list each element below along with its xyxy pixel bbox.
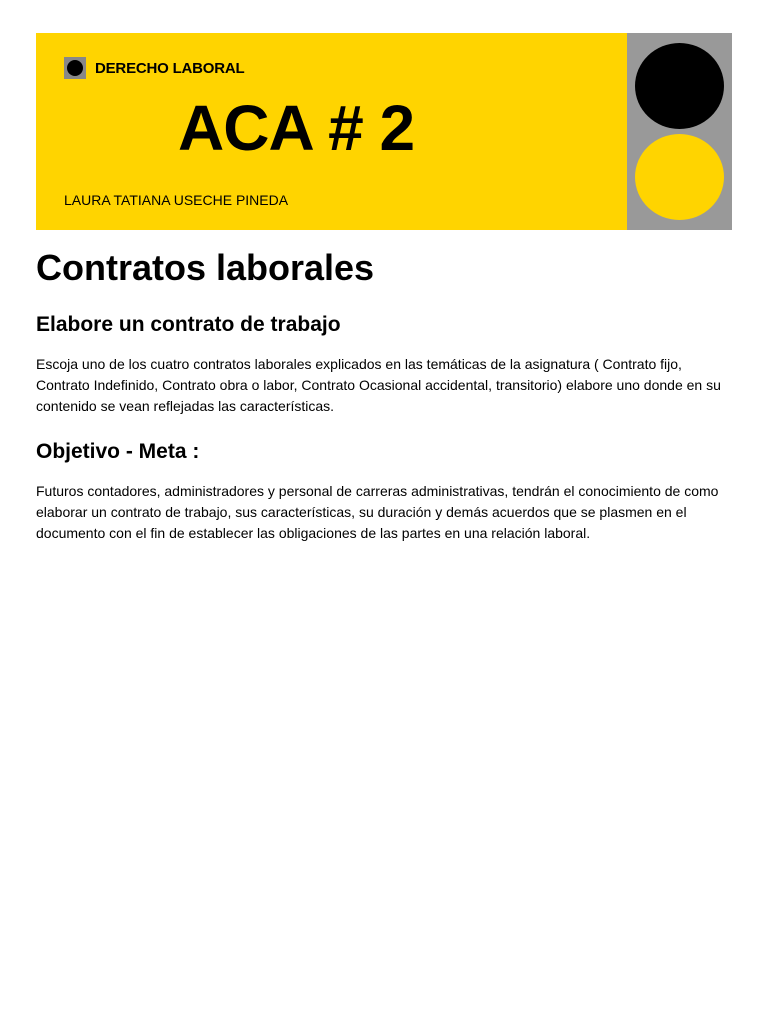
subject-row <box>64 57 245 79</box>
black-circle-icon <box>64 57 86 79</box>
subject-label: DERECHO LABORAL <box>95 59 245 77</box>
document-title: ACA # 2 <box>178 92 415 164</box>
section-paragraph-task: Escoja uno de los cuatro contratos laborales explicados en las temáticas de la asignatura ( Contrato fijo, Contrato Indefinido, Contrato obra o labor, Contrato Ocasional accidental, transitorio) elabore uno donde en su contenido se vean reflejadas las características. <box>36 356 721 414</box>
author-name: LAURA TATIANA USECHE PINEDA <box>64 192 289 208</box>
black-circle-decoration <box>635 43 724 129</box>
document-body <box>36 246 736 558</box>
page-title: Contratos laborales <box>36 247 375 288</box>
section-paragraph-objective: Futuros contadores, administradores y personal de carreras administrativas, tendrán el conocimiento de como elaborar un contrato de trabajo, sus características, su duración y demás acuerdos que se plasmen en el documento con el fin de establecer las obligaciones de las partes en una relación laboral. <box>36 483 719 541</box>
section-heading-objective: Objetivo - Meta : <box>36 440 200 463</box>
banner-side-panel <box>627 33 732 230</box>
title-banner <box>36 33 732 230</box>
section-heading-task: Elabore un contrato de trabajo <box>36 313 341 336</box>
yellow-circle-decoration <box>635 134 724 220</box>
